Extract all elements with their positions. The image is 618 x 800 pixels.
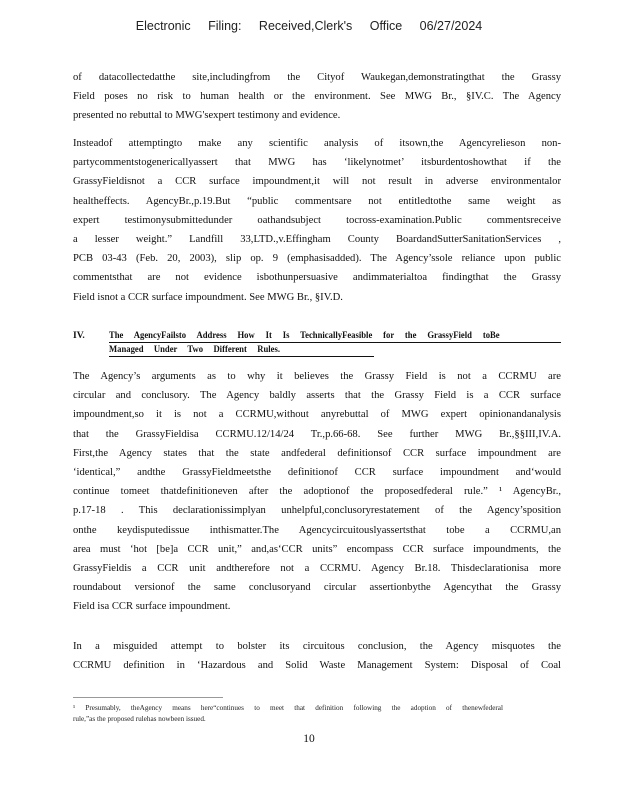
text-line: impoundment,so it is not a CCRMU,without anyrebuttal of MWG expert opinionandanalysis bbox=[73, 409, 561, 421]
paragraph-continuation bbox=[73, 68, 561, 126]
paragraph-misquote bbox=[73, 637, 561, 675]
section-title-line1: The AgencyFailsto Address How It Is TechnicallyFeasible for the GrassyField toBe bbox=[109, 330, 500, 341]
text-line: First,the Agency states that the state andfederal definitionsof CCR surface impoundment are bbox=[73, 447, 561, 459]
text-line: onthe keydisputedissue inthismatter.The Agencycircuitouslyassertsthat tobe a CCRMU,an bbox=[73, 524, 561, 536]
section-title-line2: Managed Under Two Different Rules. bbox=[109, 344, 280, 355]
footnote bbox=[73, 703, 503, 725]
text-line: healtheffects. AgencyBr.,p.19.But “public commentsare not entitledtothe same weight as bbox=[73, 195, 561, 207]
text-line: that the GrassyFieldisa CCRMU.12/14/24 Tr.,p.66-68. See further MWG Br.,§§III,IV.A. bbox=[73, 428, 561, 440]
heading-underline bbox=[109, 342, 561, 343]
text-line: CCRMU definition in ‘Hazardous and Solid Waste Management System: Disposal of Coal bbox=[73, 660, 561, 672]
text-line: Field isa CCR surface impoundment. bbox=[73, 601, 231, 613]
text-line: of datacollectedatthe site,includingfrom the Cityof Waukegan,demonstratingthat the Grassy bbox=[73, 72, 561, 83]
text-line: continue tomeet thatdefinitioneven after the adoptionof the proposedfederal rule.” ¹ AgencyBr., bbox=[73, 486, 561, 498]
text-line: partycommentstogenericallyassert that MWG has ‘likelynotmet’ itsburdentoshowthat if the bbox=[73, 157, 561, 169]
text-line: GrassyFieldisnot a CCR surface impoundment,it will not result in adverse environmentalor bbox=[73, 176, 561, 188]
text-line: PCB 03-43 (Feb. 20, 2003), slip op. 9 (emphasisadded). The Agency’ssole reliance upon public bbox=[73, 253, 561, 265]
section-number: IV. bbox=[73, 330, 85, 341]
text-line: Field poses no risk to human health or the environment. See MWG Br., §IV.C. The Agency bbox=[73, 91, 561, 103]
text-line: Field isnot a CCR surface impoundment. See MWG Br., §IV.D. bbox=[73, 291, 343, 303]
text-line: expert testimonysubmittedunder oathandsubject tocross-examination.Public commentsreceive bbox=[73, 214, 561, 226]
text-line: GrassyFieldis a CCR unit andtherefore not a CCRMU. Agency Br.18. Thisdeclarationisa more bbox=[73, 562, 561, 574]
text-line: presented no rebuttal to MWG'sexpert testimony and evidence. bbox=[73, 110, 341, 122]
text-line: In a misguided attempt to bolster its circuitous conclusion, the Agency misquotes the bbox=[73, 641, 561, 652]
text-line: ‘identical,” andthe GrassyFieldmeetsthe definitionof CCR surface impoundment and‘would bbox=[73, 466, 561, 478]
citation-line: a lesser weight.” Landfill 33,LTD.,v.Effingham County BoardandSutterSanitationServices , bbox=[73, 233, 561, 245]
text-line: The Agency’s arguments as to why it believes the Grassy Field is not a CCRMU are bbox=[73, 371, 561, 382]
paragraph-public-comments bbox=[73, 134, 561, 307]
paragraph-agency-arguments bbox=[73, 367, 561, 616]
text-line: p.17-18 . This declarationissimplyan unhelpful,conclusoryrestatement of the Agency’sposition bbox=[73, 505, 561, 517]
footnote-divider bbox=[73, 697, 223, 698]
page-number: 10 bbox=[303, 733, 315, 745]
text-line: roundabout versionof the same conclusoryand circular assertionbythe Agencythat the Grassy bbox=[73, 582, 561, 594]
efiling-header: Electronic Filing: Received,Clerk's Office 06/27/2024 bbox=[135, 19, 483, 33]
text-line: circular and conclusory. The Agency baldly asserts that the Grassy Field is a CCR surface bbox=[73, 390, 561, 402]
footnote-line: rule,”as the proposed rulehas nowbeen issued. bbox=[73, 715, 206, 723]
text-line: area must ‘hot [be]a CCR unit,” and,as‘CCR units” encompass CCR surface impoundments, the bbox=[73, 543, 561, 555]
heading-underline bbox=[109, 356, 374, 357]
text-line: commentsthat are not evidence isbothunpersuasive andimmaterialtoa findingthat the Grassy bbox=[73, 272, 561, 284]
footnote-line: ¹ Presumably, theAgency means here“continues to meet that definition following the adoption of thenewfederal bbox=[73, 704, 503, 712]
text-line: Insteadof attemptingto make any scientific analysis of itsown,the Agencyrelieson non- bbox=[73, 138, 561, 149]
